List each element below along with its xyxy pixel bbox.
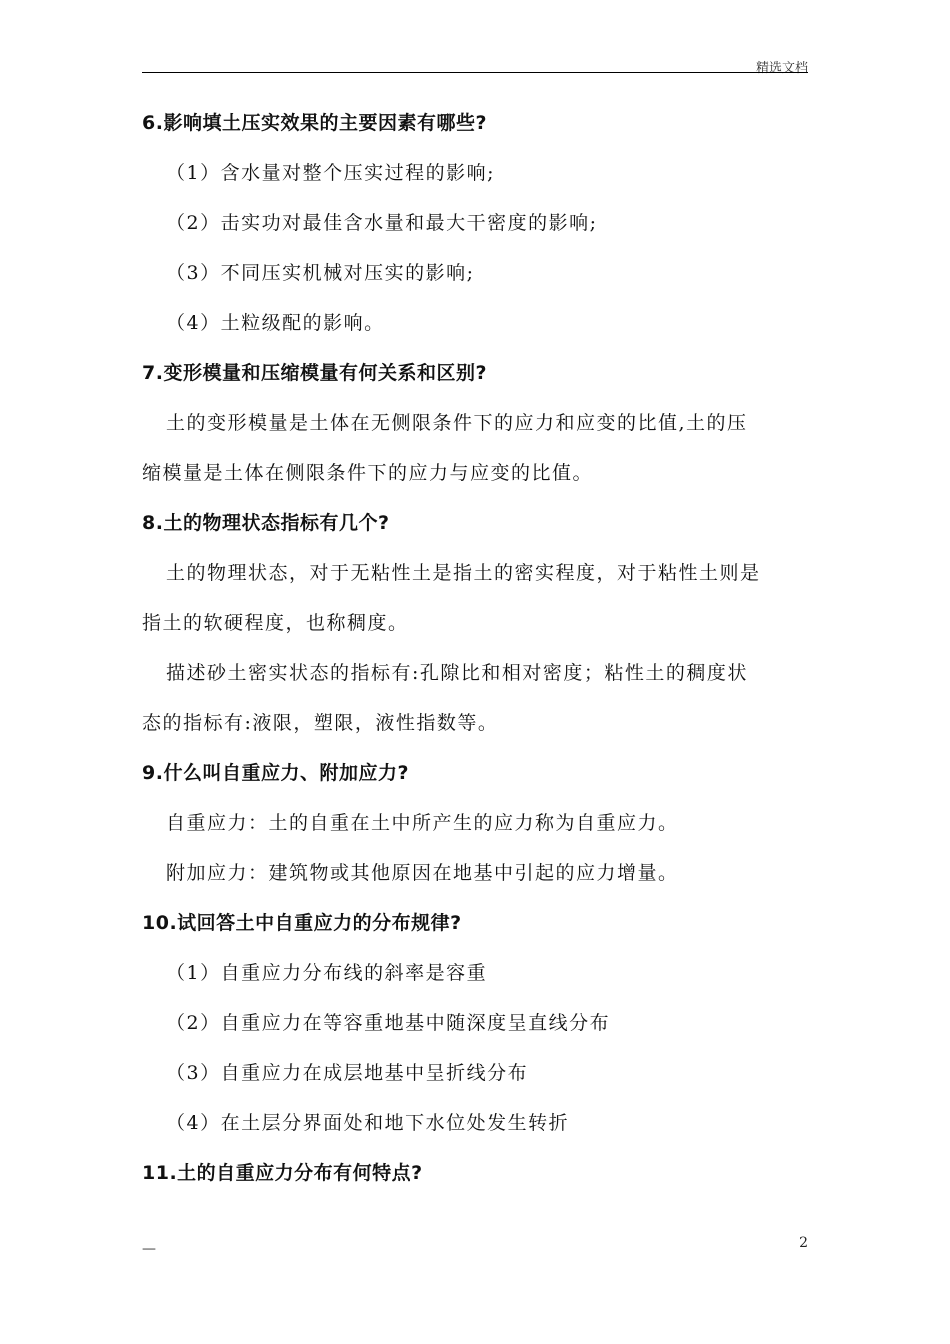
- answer-line: 土的变形模量是土体在无侧限条件下的应力和应变的比值,土的压: [166, 412, 748, 434]
- question-heading: 9.什么叫自重应力、附加应力?: [142, 762, 409, 784]
- footer-dash: —: [142, 1241, 156, 1257]
- answer-line: 自重应力：土的自重在土中所产生的应力称为自重应力。: [166, 812, 679, 834]
- answer-line: （4）土粒级配的影响。: [166, 312, 385, 334]
- answer-line: （3）自重应力在成层地基中呈折线分布: [166, 1062, 529, 1084]
- document-body: [142, 98, 808, 1198]
- answer-line: 缩模量是土体在侧限条件下的应力与应变的比值。: [142, 462, 594, 484]
- question-heading: 7.变形模量和压缩模量有何关系和区别?: [142, 362, 487, 384]
- answer-line: （2）自重应力在等容重地基中随深度呈直线分布: [166, 1012, 611, 1034]
- answer-line: （4）在土层分界面处和地下水位处发生转折: [166, 1112, 570, 1134]
- question-heading: 10.试回答土中自重应力的分布规律?: [142, 912, 462, 934]
- answer-line: 土的物理状态，对于无粘性土是指土的密实程度，对于粘性土则是: [166, 562, 761, 584]
- answer-line: 指土的软硬程度，也称稠度。: [142, 612, 409, 634]
- header-rule: [142, 72, 808, 73]
- answer-line: 描述砂土密实状态的指标有:孔隙比和相对密度；粘性土的稠度状: [166, 662, 748, 684]
- answer-line: （1）含水量对整个压实过程的影响;: [166, 162, 495, 184]
- answer-line: （3）不同压实机械对压实的影响;: [166, 262, 475, 284]
- question-heading: 6.影响填土压实效果的主要因素有哪些?: [142, 112, 487, 134]
- question-heading: 11.土的自重应力分布有何特点?: [142, 1162, 423, 1184]
- answer-line: （1）自重应力分布线的斜率是容重: [166, 962, 488, 984]
- question-heading: 8.土的物理状态指标有几个?: [142, 512, 390, 534]
- page-number: 2: [799, 1235, 808, 1251]
- answer-line: （2）击实功对最佳含水量和最大干密度的影响;: [166, 212, 598, 234]
- answer-line: 态的指标有:液限，塑限，液性指数等。: [142, 712, 499, 734]
- header-label: 精选文档: [755, 61, 808, 76]
- answer-line: 附加应力：建筑物或其他原因在地基中引起的应力增量。: [166, 862, 679, 884]
